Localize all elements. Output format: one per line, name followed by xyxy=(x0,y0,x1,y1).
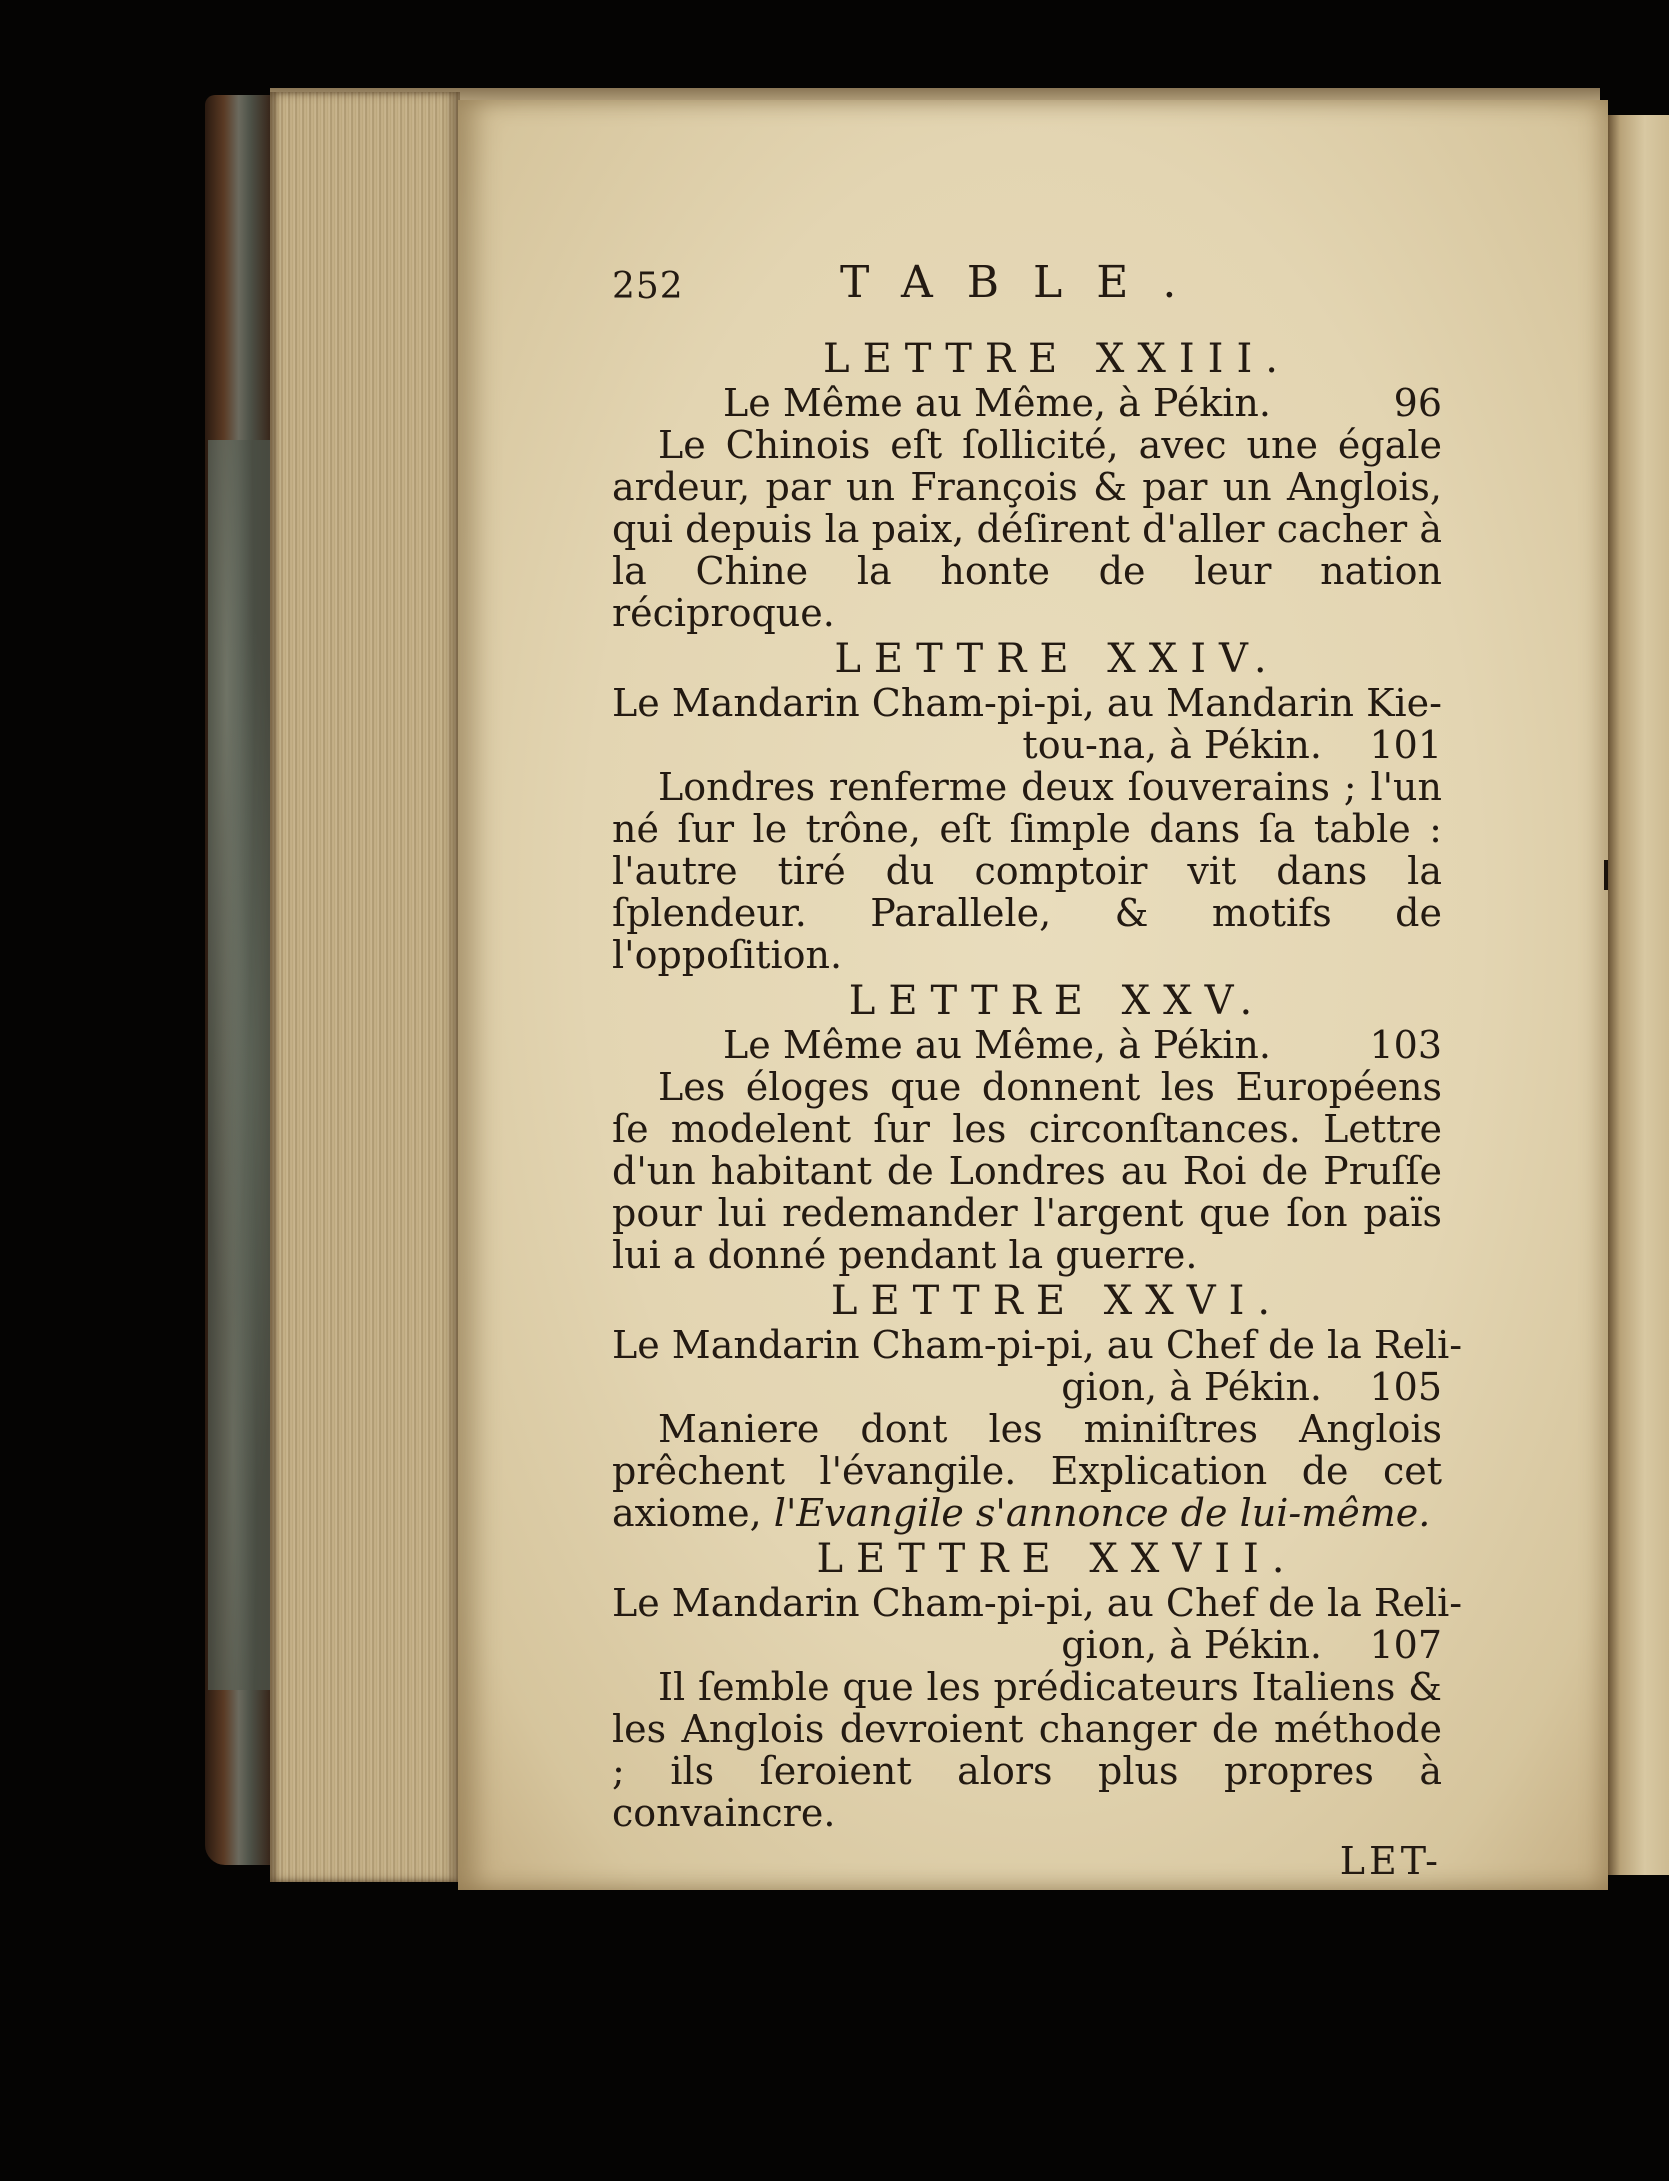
page-mark xyxy=(1604,860,1608,890)
letter-address xyxy=(612,1624,1442,1666)
letter-address xyxy=(612,1323,1463,1367)
address-text: gion, à Pékin. xyxy=(1061,1365,1322,1409)
page-text xyxy=(612,257,1463,1883)
letter-address xyxy=(612,1581,1463,1625)
toc-entry xyxy=(612,1278,1463,1535)
letter-summary: Londres renferme deux ſouverains ; l'un né ſur le trône, eſt ſimple dans ſa table : l'autre tiré du comptoir vit dans la ſplendeur. Parallele, & motifs de l'oppoſition. xyxy=(612,765,1442,977)
address-text: Le Même au Même, à Pékin. xyxy=(723,1023,1271,1067)
letter-heading: LETTRE XXVI. xyxy=(830,1278,1284,1324)
address-text: Le Mandarin Cham-pi-pi, au Mandarin Kie- xyxy=(612,681,1442,725)
page-number: 252 xyxy=(612,266,684,307)
address-text: tou-na, à Pékin. xyxy=(1022,723,1322,767)
address-text: Le Mandarin Cham-pi-pi, au Chef de la Reli- xyxy=(612,1581,1463,1625)
toc-entry xyxy=(612,638,1442,976)
page-edges-stack xyxy=(270,92,460,1882)
marbled-cover xyxy=(208,440,270,1690)
letter-address xyxy=(612,724,1442,766)
address-text: gion, à Pékin. xyxy=(1061,1623,1322,1667)
address-text: Le Même au Même, à Pékin. xyxy=(723,381,1271,425)
toc-entry xyxy=(612,338,1442,634)
running-title: TABLE. xyxy=(840,257,1211,308)
letter-heading: LETTRE XXVII. xyxy=(816,1536,1298,1582)
letter-address xyxy=(612,382,1442,424)
letter-heading: LETTRE XXIV. xyxy=(834,636,1280,682)
summary-text: Maniere dont les miniſtres Anglois prêchent l'évangile. Explication de cet axiome, xyxy=(612,1407,1442,1535)
page-reference: 96 xyxy=(1393,381,1442,425)
running-head xyxy=(612,257,1442,334)
toc-entry xyxy=(612,980,1442,1276)
letter-summary: Le Chinois eſt ſollicité, avec une égale ardeur, par un François & par un Anglois, qui depuis la paix, déſirent d'aller cacher à la Chine la honte de leur nation réciproque. xyxy=(612,423,1442,635)
page-reference: 101 xyxy=(1369,723,1442,767)
letter-summary xyxy=(612,1408,1442,1534)
letter-summary: Les éloges que donnent les Européens ſe modelent ſur les circonſtances. Lettre d'un habitant de Londres au Roi de Pruſſe pour lui redemander l'argent que ſon païs lui a donné pendant la guerre. xyxy=(612,1065,1442,1277)
letter-address xyxy=(612,682,1442,724)
letter-summary: Il ſemble que les prédicateurs Italiens & les Anglois devroient changer de méthode ; ils ſeroient alors plus propres à convaincre. xyxy=(612,1665,1442,1835)
page-reference: 105 xyxy=(1369,1365,1442,1409)
letter-address xyxy=(612,1366,1442,1408)
letter-heading: LETTRE XXV. xyxy=(848,978,1266,1024)
summary-italic-text: l'Evangile s'annonce de lui-même. xyxy=(773,1491,1431,1535)
toc-entry xyxy=(612,1536,1463,1835)
page-reference: 103 xyxy=(1369,1023,1442,1067)
letter-heading: LETTRE XXIII. xyxy=(823,336,1291,382)
letter-address xyxy=(612,1024,1442,1066)
address-text: Le Mandarin Cham-pi-pi, au Chef de la Reli- xyxy=(612,1323,1463,1367)
page-reference: 107 xyxy=(1369,1623,1442,1667)
catchword: LET- xyxy=(1339,1839,1442,1883)
facing-page-edge xyxy=(1608,115,1669,1875)
